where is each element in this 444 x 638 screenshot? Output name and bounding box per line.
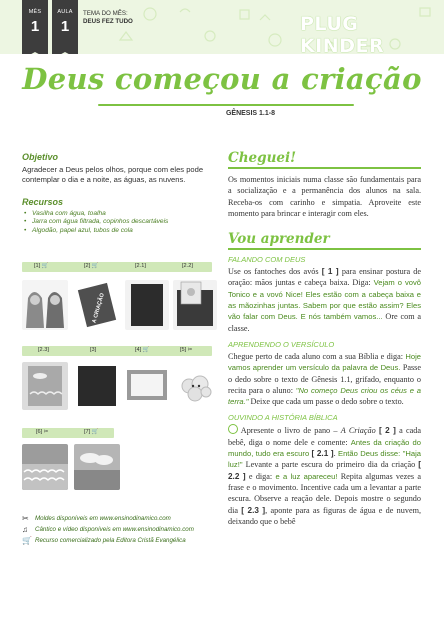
theme-value: DEUS FEZ TUDO <box>83 18 133 25</box>
ouvindo-heading: OUVINDO A HISTÓRIA BÍBLICA <box>228 413 338 423</box>
book-cover-image <box>74 280 120 330</box>
book-page-dark-image <box>125 280 169 330</box>
blue-paper-image <box>74 362 120 410</box>
left-column <box>22 152 222 235</box>
commercial-note: 🛒 Recurso comercializado pela Editora Cristã Evangélica <box>22 535 186 545</box>
lesson-tab <box>52 0 78 52</box>
cotton-sheep-image <box>173 362 217 410</box>
scissors-icon: ✂ <box>187 347 193 353</box>
objective-text: Agradecer a Deus pelos olhos, porque com eles pode contemplar o dia e a noite, as águas, as nuvens. <box>22 165 204 184</box>
cart-icon: 🛒 <box>41 263 49 269</box>
thumb-tag: [2.1] <box>135 263 146 269</box>
falando-heading: FALANDO COM DEUS <box>228 255 306 265</box>
header-band <box>0 0 444 54</box>
aprendendo-heading: APRENDENDO O VERSÍCULO <box>228 339 335 349</box>
thumb-tag: [2.2] <box>182 263 193 269</box>
thumb-tag: [6] ✂ <box>36 429 49 435</box>
video-circle-icon <box>228 424 238 434</box>
title-underline <box>98 104 354 106</box>
resources-footer <box>22 514 222 546</box>
thumb-tag: [3] <box>90 347 97 353</box>
water-waves-image <box>22 444 68 490</box>
right-column <box>228 150 421 533</box>
cart-icon: 🛒 <box>22 535 32 545</box>
theme-label: TEMA DO MÊS: <box>83 10 128 17</box>
plug-kinder-logo: PLUG KINDER <box>300 13 385 54</box>
book-page-light-image <box>173 280 217 330</box>
list-item: • Algodão, papel azul, tubos de cola <box>22 227 222 235</box>
lesson-value: 1 <box>60 18 70 35</box>
book-open-image <box>125 362 169 410</box>
month-label: MÊS <box>28 9 42 15</box>
heading-rule <box>228 167 421 169</box>
thumb-tag: [7] 🛒 <box>84 429 99 435</box>
falando-text: Use os fantoches dos avós [ 1 ] para ensinar postura de oração: mãos juntas e cabeça baixa. Diga: Vejam o vovô Tonico e a vovó Nice! Eles estão com a cabeça baixa e as mãozinhas juntas. Sabem por que estão assim? Eles vão falar com Deus. E nós também vamos... Ore com a classe. <box>228 267 422 333</box>
thumb-tag: [2] 🛒 <box>84 263 99 269</box>
theme-block <box>83 10 133 26</box>
cart-icon: 🛒 <box>91 263 99 269</box>
molds-link[interactable]: ✂ Moldes disponíveis em www.ensinodinamico.com <box>22 514 171 523</box>
scissors-icon: ✂ <box>43 429 49 435</box>
book-label: A CRIAÇÃO <box>91 292 106 324</box>
puppet-image <box>22 280 68 330</box>
vou-aprender-heading: Vou aprender <box>228 231 330 248</box>
cheguei-text: Os momentos iniciais numa classe são fundamentais para a socialização e a permanência dos alunos na sala. Receba-os com carinho e simpatia. Aproveite este momento para brincar e interagir com eles. <box>228 175 421 218</box>
thumb-tag: [2.3] <box>38 347 49 353</box>
page-title: Deus começou a criação <box>22 62 422 96</box>
resources-heading: Recursos <box>22 197 64 207</box>
water-cloud-page-image <box>22 362 68 410</box>
resources-list <box>22 210 222 235</box>
objective-heading: Objetivo <box>22 152 59 162</box>
cart-icon: 🛒 <box>142 347 150 353</box>
music-note-icon: ♫ <box>22 524 28 534</box>
cheguei-heading: Cheguei! <box>228 150 297 166</box>
bible-reference: GÊNESIS 1.1-8 <box>225 110 275 117</box>
ouvindo-text: Apresente o livro de pano – A Criação [ 2 ] a cada bebê, diga o nome dele e comente: Antes da criação do mundo, tudo era escuro [ 2.1 ]. Então Deus disse: "Haja luz!" Levante a parte escura do primeiro dia da criação [ 2.2 ] e diga: e a luz apareceu! Repita algumas vezes a frase e o movimento. Incentive cada um a levantar a parte escura. Observe a reação dele. Depois mostre o segundo dia [ 2.3 ], aponte para as figuras de água e de nuvem, deixando que o bebê <box>228 426 422 526</box>
thumb-tag: [1] 🛒 <box>34 263 49 269</box>
thumb-tag: [4] 🛒 <box>135 347 150 353</box>
thumb-tag: [5] ✂ <box>180 347 193 353</box>
cart-icon: 🛒 <box>91 429 99 435</box>
cloud-image <box>74 444 120 490</box>
month-tab <box>22 0 48 52</box>
song-link[interactable]: ♫ Cântico e vídeo disponíveis em www.ensinodinamico.com <box>22 524 194 534</box>
month-value: 1 <box>30 18 40 35</box>
heading-rule <box>228 248 421 250</box>
aprendendo-text: Chegue perto de cada aluno com a sua Bíblia e diga: Hoje vamos aprender um versículo da palavra de Deus. Passe o dedo sobre o texto de Gênesis 1.1, grifado, enquanto o recita para o aluno: "No começo Deus criou os céus e a terra." Deixe que cada um passe o dedo sobre o texto. <box>228 351 422 407</box>
list-item: • Vasilha com água, toalha <box>22 210 222 218</box>
scissors-icon: ✂ <box>22 514 29 523</box>
list-item: • Jarra com água filtrada, copinhos descartáveis <box>22 218 222 226</box>
lesson-label: AULA <box>57 9 73 15</box>
